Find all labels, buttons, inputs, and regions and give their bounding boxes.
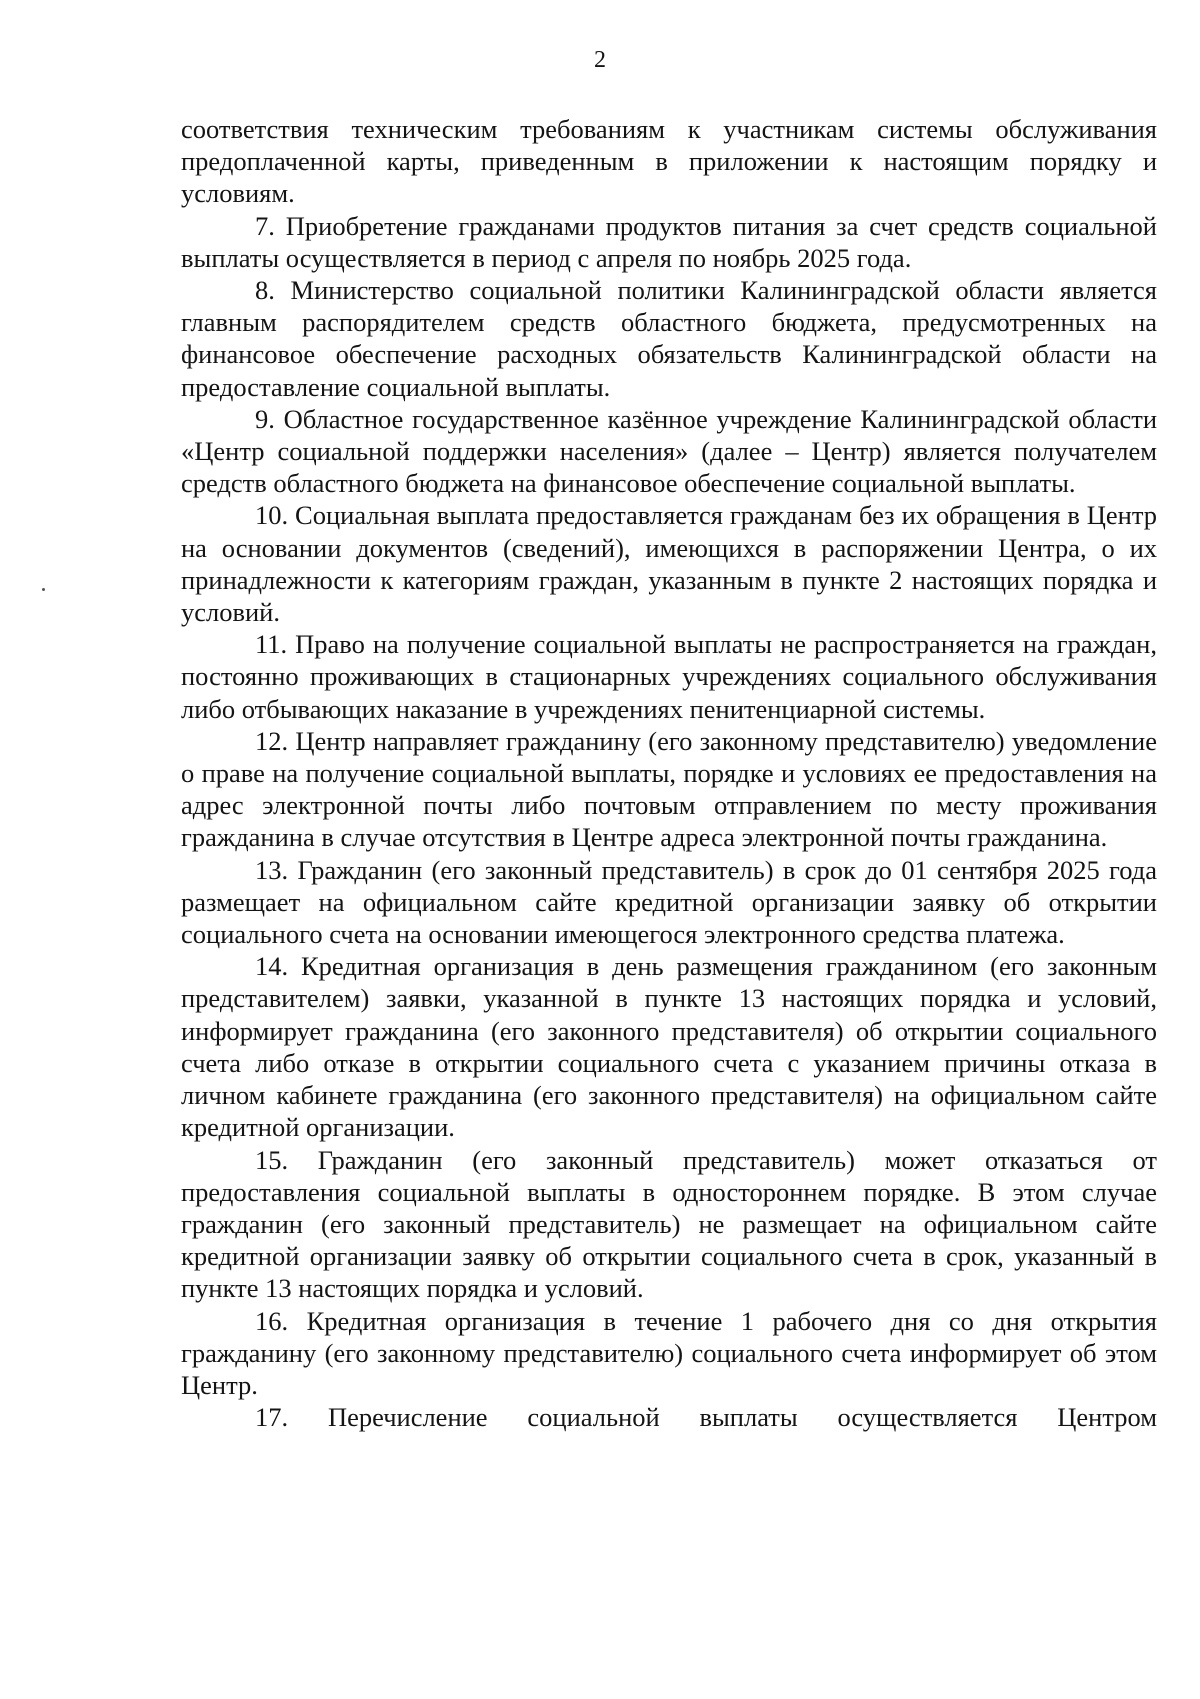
document-body xyxy=(181,113,1157,1433)
paragraph-17: 17. Перечисление социальной выплаты осуществляется Центром xyxy=(255,1402,1157,1433)
paragraph-8: 8. Министерство социальной политики Калининградской области является главным распорядителем средств областного бюджета, предусмотренных на финансовое обеспечение расходных обязательств Калининградской области на предоставление социальной выплаты. xyxy=(181,275,1157,402)
paragraph-16: 16. Кредитная организация в течение 1 рабочего дня со дня открытия гражданину (его законному представителю) социального счета информирует об этом Центр. xyxy=(181,1305,1157,1400)
paragraph-15: 15. Гражданин (его законный представитель) может отказаться от предоставления социальной выплаты в одностороннем порядке. В этом случае гражданин (его законный представитель) не размещает на официальном сайте кредитной организации заявку об открытии социального счета в срок, указанный в пункте 13 настоящих порядка и условий. xyxy=(181,1144,1157,1304)
continuation-paragraph: соответствия техническим требованиям к участникам системы обслуживания предоплаченной карты, приведенным в приложении к настоящим порядку и условиям. xyxy=(181,114,1157,209)
paragraph-14: 14. Кредитная организация в день размещения гражданином (его законным представителем) заявки, указанной в пункте 13 настоящих порядка и условий, информирует гражданина (его законного представителя) об открытии социального счета либо отказе в открытии социального счета с указанием причины отказа в личном кабинете гражданина (его законного представителя) на официальном сайте кредитной организации. xyxy=(181,951,1157,1143)
paragraph-10: 10. Социальная выплата предоставляется гражданам без их обращения в Центр на основании документов (сведений), имеющихся в распоряжении Центра, о их принадлежности к категориям граждан, указанным в пункте 2 настоящих порядка и условий. xyxy=(181,500,1157,628)
paragraph-11: 11. Право на получение социальной выплаты не распространяется на граждан, постоянно проживающих в стационарных учреждениях социального обслуживания либо отбывающих наказание в учреждениях пенитенциарной системы. xyxy=(181,629,1157,724)
paragraph-7: 7. Приобретение гражданами продуктов питания за счет средств социальной выплаты осуществляется в период с апреля по ноябрь 2025 года. xyxy=(181,210,1157,273)
paragraph-12: 12. Центр направляет гражданину (его законному представителю) уведомление о праве на получение социальной выплаты, порядке и условиях ее предоставления на адрес электронной почты либо почтовым отправлением по месту проживания гражданина в случае отсутствия в Центре адреса электронной почты гражданина. xyxy=(181,725,1157,853)
paragraph-13: 13. Гражданин (его законный представитель) в срок до 01 сентября 2025 года размещает на официальном сайте кредитной организации заявку об открытии социального счета на основании имеющегося электронного средства платежа. xyxy=(181,854,1157,950)
scan-speck xyxy=(42,588,45,591)
page-number: 2 xyxy=(594,47,606,73)
paragraph-9: 9. Областное государственное казённое учреждение Калининградской области «Центр социальной поддержки населения» (далее – Центр) является получателем средств областного бюджета на финансовое обеспечение социальной выплаты. xyxy=(181,403,1157,499)
